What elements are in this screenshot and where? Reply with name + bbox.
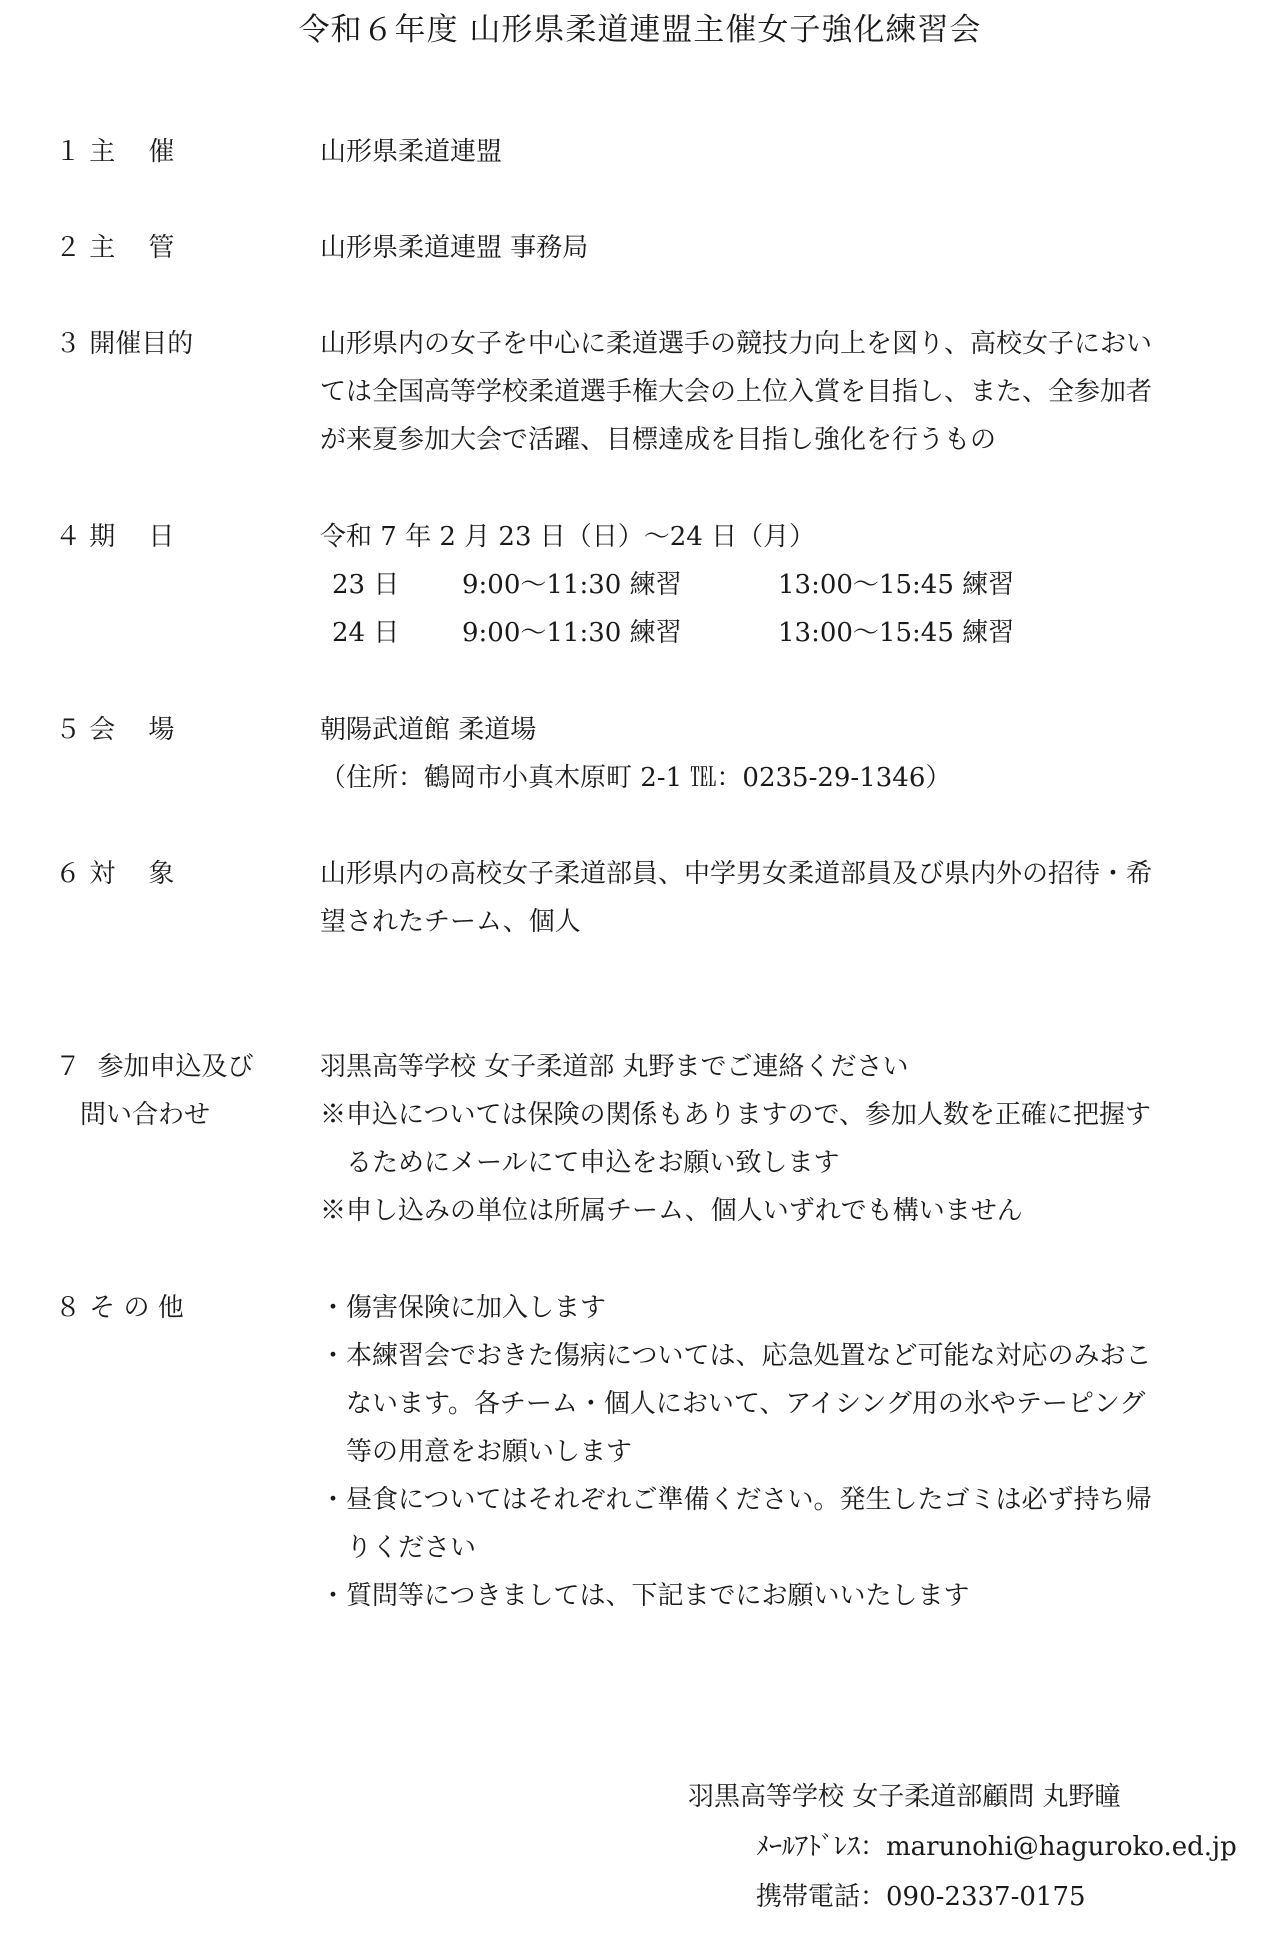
section-body [320,850,1280,946]
document-title: 令和６年度 山形県柔道連盟主催女子強化練習会 [298,12,982,48]
section-line: ・本練習会でおきた傷病については、応急処置など可能な対応のみおこ [320,1341,1152,1371]
section-line: 山形県内の高校女子柔道部員、中学男女柔道部員及び県内外の招待・希 [320,859,1153,889]
contact-email: ﾒｰﾙｱﾄﾞﾚｽ：marunohi@haguroko.ed.jp [756,1832,1237,1862]
section-line: ・傷害保険に加入します [320,1293,607,1323]
section-line: 令和 7 年 2 月 23 日（日）～24 日（月） [320,522,816,552]
section-line: 等の用意をお願いします [320,1437,633,1467]
schedule-row [320,609,1280,657]
section-line: 羽黒高等学校 女子柔道部 丸野までご連絡ください [320,1052,909,1082]
contact-phone: 携帯電話：090-2337-0175 [756,1882,1086,1912]
schedule-day: 24 日 [332,618,400,648]
section-line: 朝陽武道館 柔道場 [320,715,537,745]
section-label: ６ 対 象 [55,859,175,889]
schedule-day: 23 日 [332,570,400,600]
section-line: りください [320,1533,477,1563]
section-label: ４ 期 日 [55,522,175,552]
section-body [320,1043,1280,1235]
section-line: ないます。各チーム・個人において、アイシング用の氷やテーピング [320,1389,1146,1419]
section-label: ８ そ の 他 [55,1293,184,1323]
schedule-morning: 9:00～11:30 練習 [462,618,682,648]
section-line: ・昼食についてはそれぞれご準備ください。発生したゴミは必ず持ち帰 [320,1485,1152,1515]
schedule-afternoon: 13:00～15:45 練習 [778,570,1015,600]
section-label-secondary: 問い合わせ [80,1100,211,1130]
section-line: るためにメールにて申込をお願い致します [320,1148,840,1178]
section-line: 山形県内の女子を中心に柔道選手の競技力向上を図り、高校女子におい [320,329,1153,359]
section-body [320,513,1280,657]
section-line: （住所：鶴岡市小真木原町 2-1 ℡：0235-29-1346） [320,763,952,793]
schedule-row [320,561,1280,609]
contact-name: 羽黒高等学校 女子柔道部顧問 丸野瞳 [688,1782,1121,1812]
section-line: ・質問等につきましては、下記までにお願いいたします [320,1581,970,1611]
section-body [320,706,1280,802]
section-label: １ 主 催 [55,137,175,167]
section-line: 望されたチーム、個人 [320,907,581,937]
section-label: ２ 主 管 [55,233,175,263]
section-body [320,128,1280,176]
section-line: ※申込については保険の関係もありますので、参加人数を正確に把握す [320,1100,1151,1130]
section-body [320,1284,1280,1620]
section-line: 山形県柔道連盟 事務局 [320,233,589,263]
section-label: ５ 会 場 [55,715,175,745]
schedule-afternoon: 13:00～15:45 練習 [778,618,1015,648]
section-line: ては全国高等学校柔道選手権大会の上位入賞を目指し、また、全参加者 [320,377,1153,407]
section-body [320,224,1280,272]
section-label: ３ 開催目的 [55,329,194,359]
schedule-morning: 9:00～11:30 練習 [462,570,682,600]
section-body [320,320,1280,464]
section-line: が来夏参加大会で活躍、目標達成を目指し強化を行うもの [320,425,997,455]
section-line: 山形県柔道連盟 [320,137,503,167]
section-label: ７ 参加申込及び [55,1052,254,1082]
section-line: ※申し込みの単位は所属チーム、個人いずれでも構いません [320,1196,1023,1226]
contact-block [688,1772,1237,1922]
